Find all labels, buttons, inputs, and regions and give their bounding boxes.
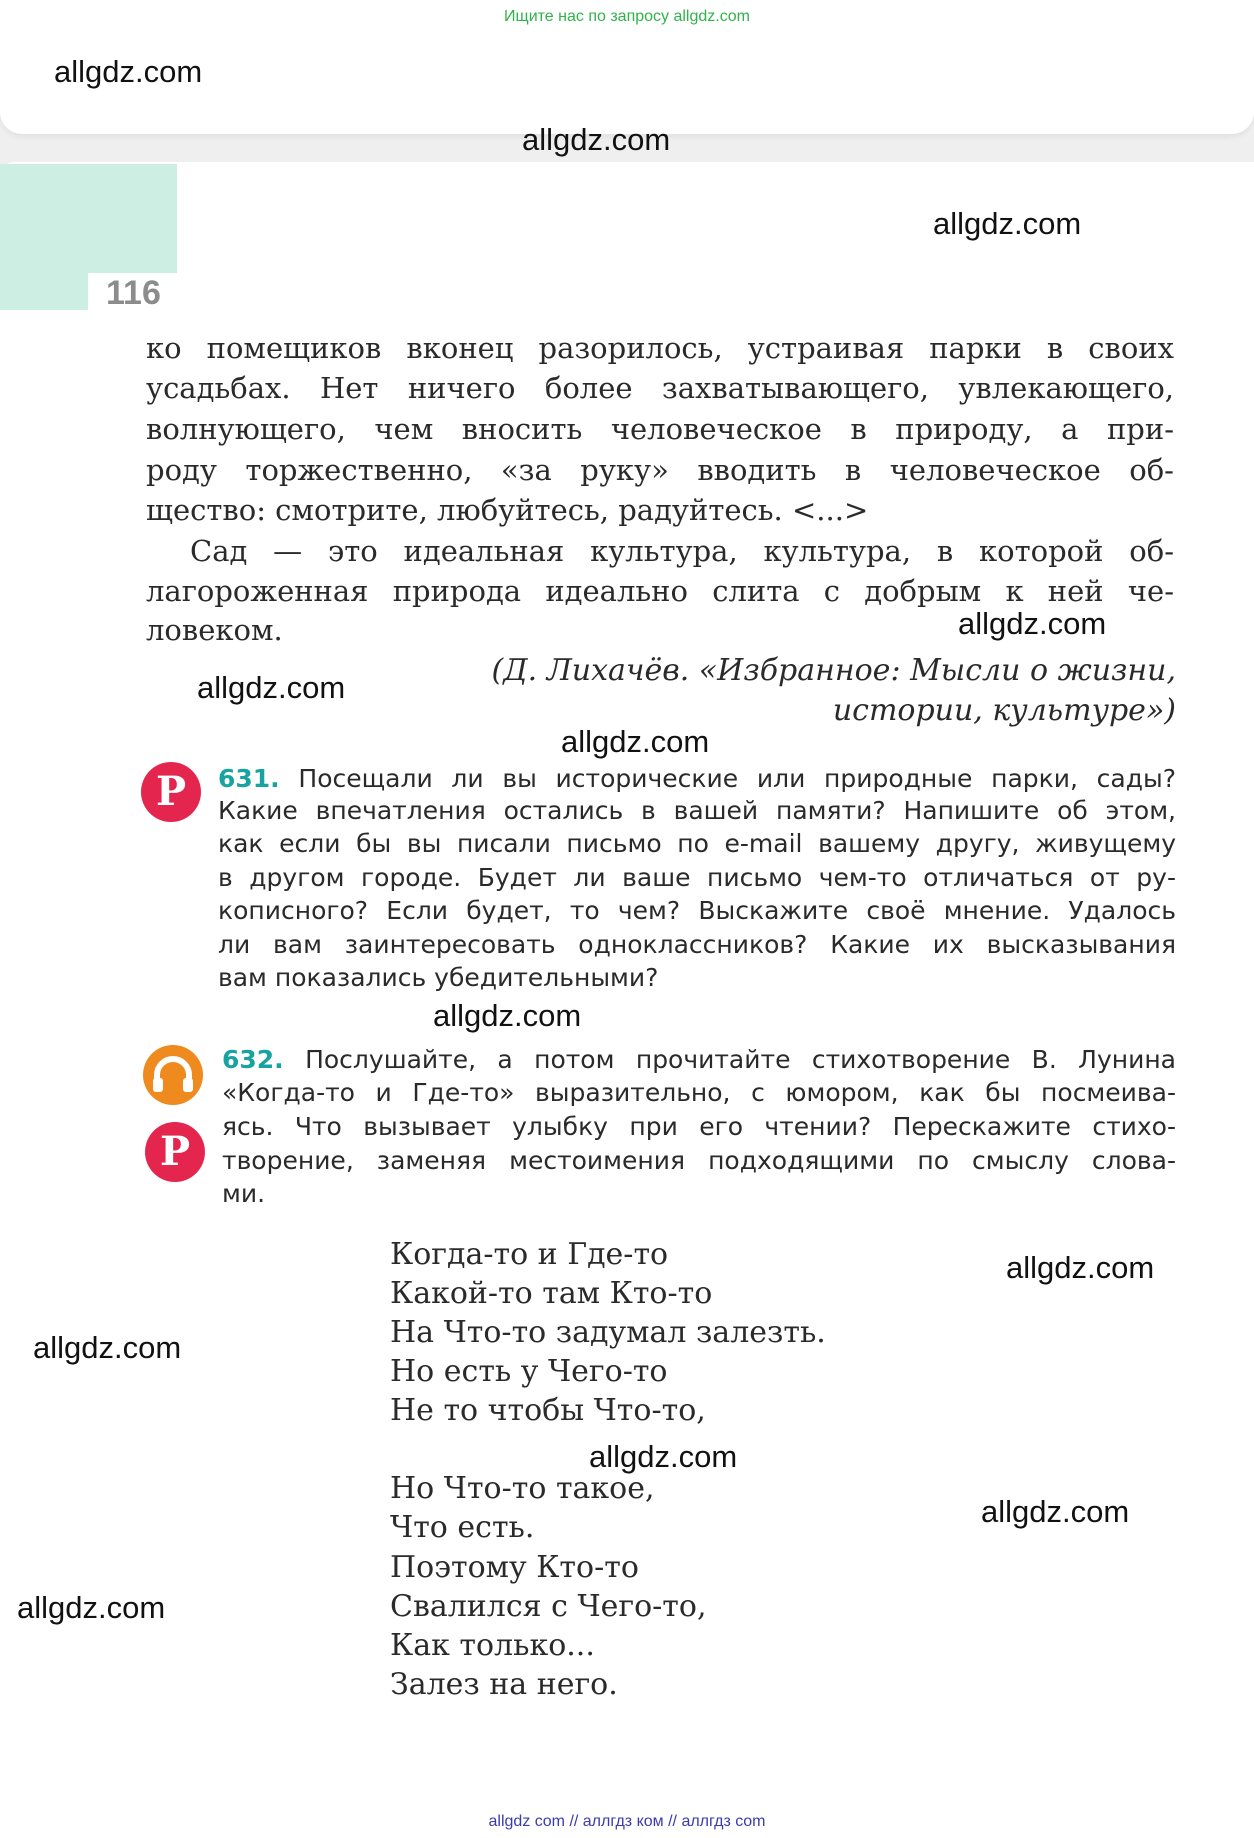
paragraph-line: ловеком. — [146, 613, 283, 647]
watermark: allgdz.com — [958, 606, 1107, 641]
citation-line: (Д. Лихачёв. «Избранное: Мысли о жизни, — [491, 653, 1176, 688]
task-631-line: ли вам заинтересовать одноклассников? Какие их высказывания — [218, 930, 1176, 959]
poem-line: Поэтому Кто-то — [390, 1550, 639, 1585]
task-number: 632. — [222, 1045, 284, 1074]
task-631-line: вам показались убедительными? — [218, 963, 659, 992]
watermark: allgdz.com — [933, 206, 1082, 241]
watermark: allgdz.com — [433, 998, 582, 1033]
poem-line: Какой-то там Кто-то — [390, 1276, 713, 1311]
task-632-line: 632. Послушайте, а потом прочитайте стихотворение В. Лунина — [222, 1045, 1176, 1074]
watermark: allgdz.com — [33, 1330, 182, 1365]
task-631-line: в другом городе. Будет ли ваше письмо чем-то отличаться от ру- — [218, 863, 1176, 892]
task-631-line: как если бы вы писали письмо по e-mail вашему другу, живущему — [218, 829, 1176, 858]
paragraph-line: усадьбах. Нет ничего более захватывающего, увлекающего, — [146, 371, 1174, 405]
poem-line: Не то чтобы Что-то, — [390, 1393, 706, 1428]
headphones-icon — [143, 1045, 203, 1105]
watermark: allgdz.com — [522, 122, 671, 157]
task-632-line: «Когда-то и Где-то» выразительно, с юмором, как бы посмеива- — [222, 1078, 1176, 1107]
watermark: allgdz.com — [1006, 1250, 1155, 1285]
paragraph-line: лагороженная природа идеально слита с добрым к ней че- — [146, 574, 1174, 608]
task-631-line: 631. Посещали ли вы исторические или природные парки, сады? — [218, 764, 1176, 793]
task-631-line: кописного? Если будет, то чем? Выскажите своё мнение. Удалось — [218, 896, 1176, 925]
paragraph-line: ко помещиков вконец разорилось, устраивая парки в своих — [146, 331, 1174, 365]
task-631-line: Какие впечатления остались в вашей памяти? Напишите об этом, — [218, 796, 1176, 825]
page-number: 116 — [106, 274, 161, 312]
poem-line: Когда-то и Где-то — [390, 1237, 669, 1272]
poem-line: Но есть у Чего-то — [390, 1354, 668, 1389]
task-number: 631. — [218, 764, 280, 793]
speech-r-icon: Р — [145, 1122, 205, 1182]
paragraph-line: щество: смотрите, любуйтесь, радуйтесь. <...> — [146, 493, 869, 527]
footer-links[interactable]: allgdz com // аллгдз ком // аллгдз com — [488, 1813, 766, 1830]
watermark: allgdz.com — [17, 1590, 166, 1625]
poem-line: На Что-то задумал залезть. — [390, 1315, 826, 1350]
task-632-line: творение, заменяя местоимения подходящими по смыслу слова- — [222, 1146, 1176, 1175]
task-632-line: ясь. Что вызывает улыбку при его чтении? Перескажите стихо- — [222, 1112, 1176, 1141]
speech-r-icon: Р — [141, 762, 201, 822]
watermark: allgdz.com — [561, 724, 710, 759]
top-banner[interactable]: Ищите нас по запросу allgdz.com — [504, 8, 750, 25]
paragraph-line: волнующего, чем вносить человеческое в природу, а при- — [146, 412, 1174, 446]
watermark: allgdz.com — [589, 1439, 738, 1474]
paragraph-line: Сад — это идеальная культура, культура, в которой об- — [190, 534, 1174, 568]
task-632-line: ми. — [222, 1179, 266, 1208]
poem-line: Что есть. — [390, 1510, 535, 1545]
paragraph-line: роду торжественно, «за руку» вводить в человеческое об- — [146, 453, 1174, 487]
poem-line: Но Что-то такое, — [390, 1471, 655, 1506]
watermark: allgdz.com — [197, 670, 346, 705]
watermark: allgdz.com — [981, 1494, 1130, 1529]
poem-line: Залез на него. — [390, 1667, 618, 1702]
poem-line: Как только... — [390, 1628, 595, 1663]
poem-line: Свалился с Чего-то, — [390, 1589, 707, 1624]
headphones-icon — [143, 1045, 203, 1105]
citation-line: истории, культуре») — [832, 693, 1176, 728]
watermark: allgdz.com — [54, 54, 203, 89]
